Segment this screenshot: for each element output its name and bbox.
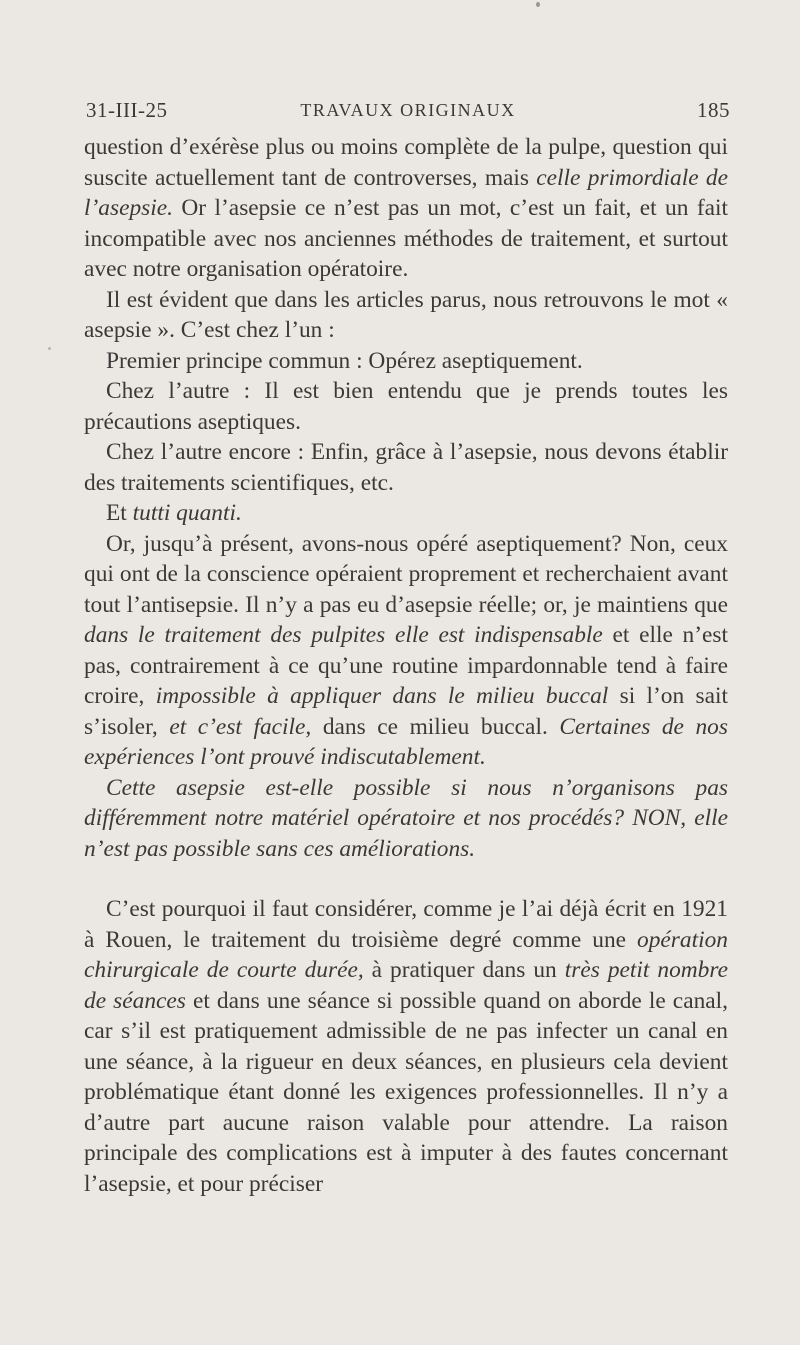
header-title: TRAVAUX ORIGINAUX xyxy=(300,100,516,120)
text-run: Chez l’autre encore : Enfin, grâce à l’asepsie, nous devons établir des traitements scientifiques, etc. xyxy=(84,439,728,496)
running-head xyxy=(86,98,730,128)
italic-text: opération chirurgicale de courte durée, xyxy=(84,926,728,983)
paragraph xyxy=(84,437,728,498)
text-run: Il est évident que dans les articles parus, nous retrouvons le mot « asepsie ». C’est chez l’un : xyxy=(84,286,728,343)
text-run: dans ce milieu buccal. xyxy=(311,713,560,740)
italic-text: celle primordiale de l’asepsie. xyxy=(84,164,728,221)
text-run: Or l’asepsie ce n’est pas un mot, c’est un fait, et un fait incompatible avec nos anciennes méthodes de traitement, et surtout avec notre organisation opératoire. xyxy=(84,195,728,282)
italic-text: dans le traitement des pulpites elle est indispensable xyxy=(84,622,603,648)
paragraph xyxy=(84,285,728,346)
italic-text: Certaines de nos expériences l’ont prouvé indiscutablement. xyxy=(84,713,728,770)
header-date: 31-III-25 xyxy=(86,98,168,122)
paragraph xyxy=(84,346,728,377)
text-run: question d’exérèse plus ou moins complète de la pulpe, question qui suscite actuellement tant de controverses, mais xyxy=(84,134,728,191)
paragraph xyxy=(84,529,728,773)
italic-text: très petit nombre de séances xyxy=(84,957,728,1014)
text-run: Premier principe commun : Opérez aseptiquement. xyxy=(106,347,583,374)
text-run: C’est pourquoi il faut considérer, comme je l’ai déjà écrit en 1921 à Rouen, le traitement du troisième degré comme une xyxy=(84,896,728,953)
paragraph xyxy=(84,132,728,285)
page-number: 185 xyxy=(697,98,730,122)
paragraph xyxy=(84,773,728,865)
italic-text: et c’est facile, xyxy=(169,713,312,740)
italic-text: Cette asepsie est-elle possible si nous n’organisons pas différemment notre matériel opératoire et nos procédés? NON, elle n’est pas possible sans ces améliorations. xyxy=(84,774,728,862)
text-run: Chez l’autre : Il est bien entendu que je prends toutes les précautions aseptiques. xyxy=(84,378,728,435)
paragraph xyxy=(84,376,728,437)
paragraph xyxy=(84,894,728,1199)
ink-speck xyxy=(536,2,540,7)
text-run: Et xyxy=(106,500,133,526)
italic-text: impossible à appliquer dans le milieu buccal xyxy=(155,683,609,709)
paragraph xyxy=(84,498,728,529)
text-run: à pratiquer dans un xyxy=(363,957,565,983)
italic-text: tutti quanti. xyxy=(132,500,242,526)
text-run: si l’on sait s’isoler, xyxy=(84,683,729,740)
text-run: et dans une séance si possible quand on aborde le canal, car s’il est pratiquement admissible de ne pas infecter un canal en une séance, à la rigueur en deux séances, en plusieurs cela devient problématique étant donné les exigences professionnelles. Il n’y a d’autre part aucune raison valable pour attendre. La raison principale des complications est à imputer à des fautes concernant l’asepsie, et pour préciser xyxy=(84,987,728,1197)
text-run: Or, jusqu’à présent, avons-nous opéré aseptiquement? Non, ceux qui ont de la conscience opéraient proprement et recherchaient avant tout l’antisepsie. Il n’y a pas eu d’asepsie réelle; or, je maintiens que xyxy=(84,530,728,618)
margin-speck xyxy=(48,347,51,350)
body-text xyxy=(84,132,728,1199)
text-run: et elle n’est pas, contrairement à ce qu’une routine impardonnable tend à faire croire, xyxy=(84,622,729,709)
